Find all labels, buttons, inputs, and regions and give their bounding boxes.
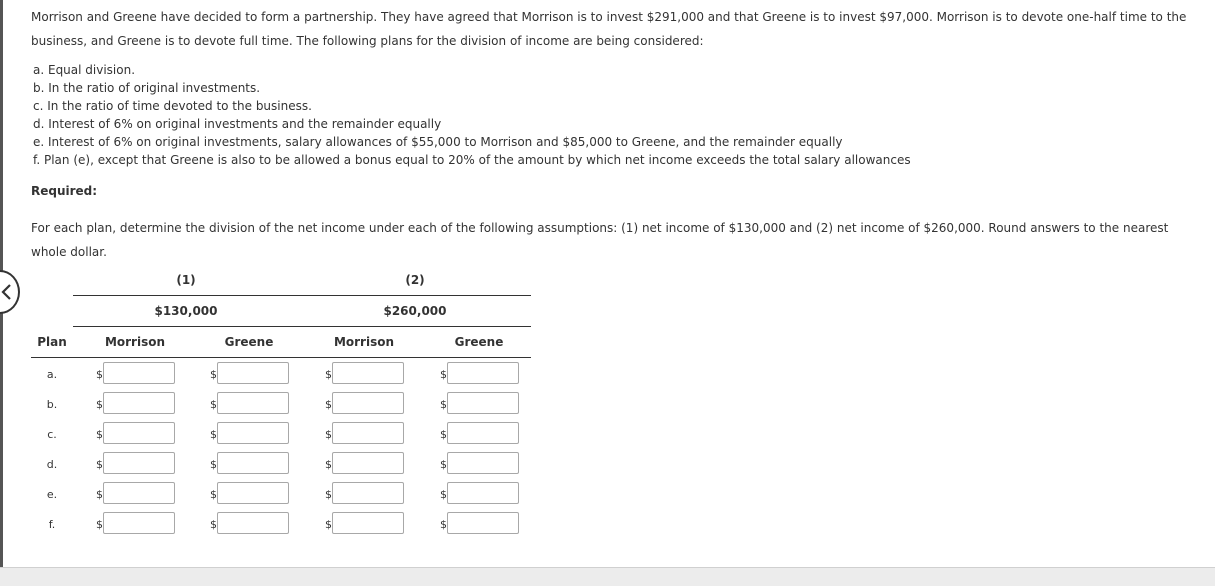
dollar-sign: $ [325, 458, 332, 471]
dollar-sign: $ [325, 398, 332, 411]
plan-e-greene-1-input[interactable] [217, 482, 289, 504]
row-label-c: c. [47, 428, 57, 441]
row-label-b: b. [46, 398, 58, 411]
plan-a-morrison-2-input[interactable] [332, 362, 404, 384]
plan-f-greene-2-input[interactable] [447, 512, 519, 534]
dollar-sign: $ [210, 458, 217, 471]
row-label-e: e. [46, 488, 58, 501]
plan-option-d: d. Interest of 6% on original investments and the remainder equally [33, 117, 442, 131]
dollar-sign: $ [96, 398, 103, 411]
plan-e-morrison-2-input[interactable] [332, 482, 404, 504]
plan-list [33, 61, 1203, 169]
income-division-table [31, 264, 551, 544]
dollar-sign: $ [96, 518, 103, 531]
plan-option-a: a. Equal division. [33, 63, 136, 77]
plan-f-morrison-2-input[interactable] [332, 512, 404, 534]
row-label-d: d. [46, 458, 58, 471]
greene-2-column-header: Greene [454, 335, 504, 349]
collapse-panel-button[interactable] [0, 270, 20, 314]
plan-b-greene-2-input[interactable] [447, 392, 519, 414]
dollar-sign: $ [325, 518, 332, 531]
plan-e-morrison-1-input[interactable] [103, 482, 175, 504]
plan-option-f: f. Plan (e), except that Greene is also to be allowed a bonus equal to 20% of the amount by which net income exceeds the total salary allowances [33, 153, 911, 167]
dollar-sign: $ [325, 368, 332, 381]
plan-b-morrison-2-input[interactable] [332, 392, 404, 414]
header-rule-2 [73, 326, 531, 327]
dollar-sign: $ [440, 488, 447, 501]
plan-option-c: c. In the ratio of time devoted to the business. [33, 99, 312, 113]
plan-e-greene-2-input[interactable] [447, 482, 519, 504]
header-rule-1 [73, 295, 531, 296]
dollar-sign: $ [210, 428, 217, 441]
required-heading: Required: [31, 184, 98, 198]
plan-d-morrison-1-input[interactable] [103, 452, 175, 474]
problem-intro: Morrison and Greene have decided to form a partnership. They have agreed that Morrison is to invest $291,000 and that Greene is to invest $97,000. Morrison is to devote one-half time to the business, and Greene is to devote full time. The following plans for the division of income are being considered: [31, 10, 1187, 48]
plan-f-greene-1-input[interactable] [217, 512, 289, 534]
dollar-sign: $ [325, 428, 332, 441]
dollar-sign: $ [440, 458, 447, 471]
footer-bar [0, 567, 1215, 586]
plan-option-b: b. In the ratio of original investments. [33, 81, 261, 95]
group-1-label: (1) [176, 273, 196, 287]
plan-option-e: e. Interest of 6% on original investments, salary allowances of $55,000 to Morrison and $85,000 to Greene, and the remainder equally [33, 135, 843, 149]
dollar-sign: $ [96, 368, 103, 381]
plan-c-morrison-1-input[interactable] [103, 422, 175, 444]
plan-b-greene-1-input[interactable] [217, 392, 289, 414]
group-1-amount: $130,000 [154, 304, 218, 318]
plan-a-morrison-1-input[interactable] [103, 362, 175, 384]
plan-d-greene-1-input[interactable] [217, 452, 289, 474]
plan-b-morrison-1-input[interactable] [103, 392, 175, 414]
greene-1-column-header: Greene [224, 335, 274, 349]
plan-c-morrison-2-input[interactable] [332, 422, 404, 444]
dollar-sign: $ [440, 428, 447, 441]
dollar-sign: $ [210, 398, 217, 411]
morrison-2-column-header: Morrison [333, 335, 395, 349]
question-content [31, 6, 1203, 264]
instructions-text: For each plan, determine the division of the net income under each of the following assumptions: (1) net income of $130,000 and (2) net income of $260,000. Round answers to the nearest whole dollar. [31, 221, 1169, 259]
dollar-sign: $ [96, 428, 103, 441]
plan-d-greene-2-input[interactable] [447, 452, 519, 474]
group-2-label: (2) [405, 273, 425, 287]
dollar-sign: $ [96, 488, 103, 501]
dollar-sign: $ [325, 488, 332, 501]
dollar-sign: $ [210, 488, 217, 501]
chevron-left-icon [1, 284, 13, 300]
dollar-sign: $ [440, 398, 447, 411]
plan-a-greene-2-input[interactable] [447, 362, 519, 384]
dollar-sign: $ [96, 458, 103, 471]
row-label-a: a. [46, 368, 58, 381]
morrison-1-column-header: Morrison [104, 335, 166, 349]
dollar-sign: $ [210, 368, 217, 381]
plan-c-greene-2-input[interactable] [447, 422, 519, 444]
header-rule-3 [31, 357, 531, 358]
plan-c-greene-1-input[interactable] [217, 422, 289, 444]
row-label-f: f. [48, 518, 56, 531]
dollar-sign: $ [210, 518, 217, 531]
plan-f-morrison-1-input[interactable] [103, 512, 175, 534]
dollar-sign: $ [440, 518, 447, 531]
plan-a-greene-1-input[interactable] [217, 362, 289, 384]
dollar-sign: $ [440, 368, 447, 381]
plan-d-morrison-2-input[interactable] [332, 452, 404, 474]
group-2-amount: $260,000 [383, 304, 447, 318]
plan-column-header: Plan [37, 335, 67, 349]
